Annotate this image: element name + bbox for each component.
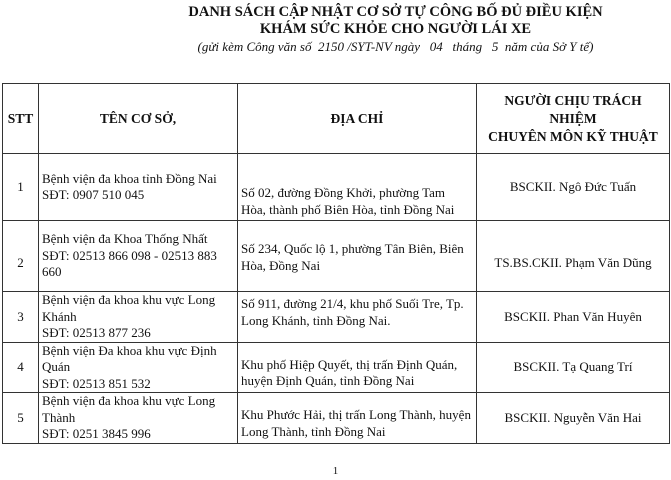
cell-person: TS.BS.CKII. Phạm Văn Dũng (477, 221, 670, 292)
table-row (3, 342, 670, 393)
header-stt: STT (3, 84, 39, 154)
cell-person: BSCKII. Tạ Quang Trí (477, 342, 670, 393)
cell-stt: 3 (3, 292, 39, 343)
document-subtitle: (gửi kèm Công văn số 2150 /SYT-NV ngày 04 tháng 5 năm của Sở Y tế) (197, 39, 594, 54)
table-row (3, 221, 670, 292)
cell-name (39, 154, 238, 221)
document-title-line2: KHÁM SỨC KHỎE CHO NGƯỜI LÁI XE (259, 21, 532, 37)
cell-address: Khu phố Hiệp Quyết, thị trấn Định Quán, huyện Định Quán, tỉnh Đồng Nai (238, 342, 477, 393)
facility-table (2, 83, 670, 444)
cell-person: BSCKII. Nguyễn Văn Hai (477, 393, 670, 444)
page-number: 1 (332, 465, 339, 477)
facility-name: Bệnh viện Đa khoa khu vực Định Quán (42, 342, 217, 374)
document-title-line1: DANH SÁCH CẬP NHẬT CƠ SỞ TỰ CÔNG BỐ ĐỦ ĐIỀU KIỆN (188, 4, 603, 20)
table-row (3, 393, 670, 444)
table-header-row (3, 84, 670, 154)
header-person (477, 84, 670, 154)
facility-name: Bệnh viện đa khoa khu vực Long Khánh (42, 292, 216, 324)
cell-name (39, 292, 238, 343)
cell-address: Số 02, đường Đồng Khởi, phường Tam Hòa, thành phố Biên Hòa, tỉnh Đồng Nai (238, 154, 477, 221)
cell-stt: 2 (3, 221, 39, 292)
header-person-line2: CHUYÊN MÔN KỸ THUẬT (488, 128, 658, 144)
header-name: TÊN CƠ SỞ, (39, 84, 238, 154)
cell-person: BSCKII. Ngô Đức Tuấn (477, 154, 670, 221)
facility-name: Bệnh viện đa khoa khu vực Long Thành (42, 393, 216, 425)
facility-phone: SĐT: 02513 877 236 (42, 325, 151, 340)
facility-name: Bệnh viện đa khoa tỉnh Đồng Nai (42, 170, 217, 186)
table-row (3, 154, 670, 221)
cell-name (39, 393, 238, 444)
facility-name: Bệnh viện đa Khoa Thống Nhất (42, 231, 208, 247)
facility-phone: SĐT: 02513 866 098 - 02513 883 660 (42, 247, 217, 280)
header-address: ĐỊA CHỈ (238, 84, 477, 154)
cell-stt: 4 (3, 342, 39, 393)
table-row (3, 292, 670, 343)
header-person-line1: NGƯỜI CHỊU TRÁCH NHIỆM (504, 92, 642, 126)
facility-phone: SĐT: 0907 510 045 (42, 187, 145, 202)
cell-address: Số 911, đường 21/4, khu phố Suối Tre, Tp. Long Khánh, tỉnh Đồng Nai. (238, 292, 477, 343)
cell-stt: 1 (3, 154, 39, 221)
cell-person: BSCKII. Phan Văn Huyên (477, 292, 670, 343)
cell-name (39, 221, 238, 292)
cell-address: Số 234, Quốc lộ 1, phường Tân Biên, Biên Hòa, Đồng Nai (238, 221, 477, 292)
cell-address: Khu Phước Hải, thị trấn Long Thành, huyện Long Thành, tỉnh Đồng Nai (238, 393, 477, 444)
facility-phone: SĐT: 02513 851 532 (42, 375, 151, 391)
cell-name (39, 342, 238, 393)
facility-phone: SĐT: 0251 3845 996 (42, 426, 151, 441)
cell-stt: 5 (3, 393, 39, 444)
